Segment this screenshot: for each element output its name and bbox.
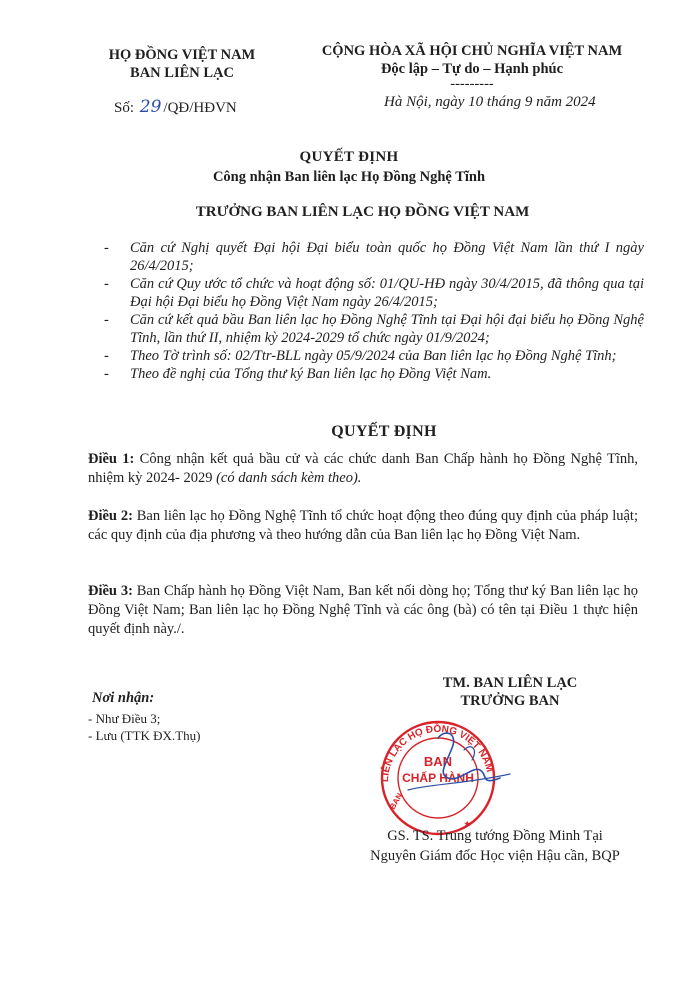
signer-block <box>340 826 650 866</box>
so-suffix: /QĐ/HĐVN <box>163 100 237 116</box>
document-number <box>114 97 237 117</box>
so-number-handwritten: 29 <box>139 97 162 117</box>
signature-heading <box>400 674 620 710</box>
decides-heading: QUYẾT ĐỊNH <box>331 423 437 440</box>
signer-name: GS. TS. Trung tướng Đồng Minh Tại <box>387 828 603 844</box>
recipients-title: Nơi nhận: <box>92 690 155 706</box>
recipient-item: - Lưu (TTK ĐX.Thụ) <box>88 728 201 743</box>
motto-divider: --------- <box>450 76 494 92</box>
article-3: Điều 3: Ban Chấp hành họ Đồng Việt Nam, Ban kết nối dòng họ; Tổng thư ký Ban liên lạc họ Đồng Việt Nam; Ban liên lạc họ Đồng Nghệ Tĩnh và các ông (bà) có tên tại Điều 1 thực hiện quyết định này./. <box>88 583 638 637</box>
signer-position: TRƯỞNG BAN <box>460 693 560 709</box>
decision-subject: Công nhận Ban liên lạc Họ Đồng Nghệ Tĩnh <box>212 169 486 185</box>
signer-title: Nguyên Giám đốc Học viện Hậu cần, BQP <box>370 848 620 864</box>
official-seal <box>368 708 514 836</box>
legal-bases-list <box>104 239 644 383</box>
article-1: Điều 1: Công nhận kết quả bầu cử và các chức danh Ban Chấp hành họ Đồng Nghệ Tĩnh, nhiệm kỳ 2024- 2029 (có danh sách kèm theo). <box>88 451 638 486</box>
recipient-item: - Như Điều 3; <box>88 711 161 726</box>
seal-star: ★ <box>464 821 471 828</box>
so-label: Số: <box>114 100 135 116</box>
national-motto-block <box>300 42 644 90</box>
seal-ring-start: BAN <box>387 791 405 811</box>
recipients-list <box>88 710 200 744</box>
legal-basis-item: - Căn cứ kết quả bầu Ban liên lạc họ Đồng Nghệ Tĩnh tại Đại hội đại biểu họ Đồng Nghệ Tĩnh, lần thứ II, nhiệm kỳ 2024-2029 tổ chức ngày 01/9/2024; <box>104 312 644 346</box>
issuer-org: HỌ ĐỒNG VIỆT NAM <box>108 47 256 63</box>
decision-title: QUYẾT ĐỊNH <box>299 149 399 165</box>
seal-center-line1: BAN <box>423 754 453 769</box>
on-behalf: TM. BAN LIÊN LẠC <box>442 675 578 691</box>
legal-basis-item: - Căn cứ Quy ước tổ chức và hoạt động số: 01/QU-HĐ ngày 30/4/2015, đã thông qua tại Đại hội Đại biểu họ Đồng Việt Nam ngày 26/4/2015; <box>104 276 644 310</box>
issue-date: Hà Nội, ngày 10 tháng 9 năm 2024 <box>384 94 596 110</box>
country-name: CỘNG HÒA XÃ HỘI CHỦ NGHĨA VIỆT NAM <box>321 43 623 59</box>
legal-basis-item: - Theo Tờ trình số: 02/Ttr-BLL ngày 05/9/2024 của Ban liên lạc họ Đồng Nghệ Tĩnh; <box>104 348 617 364</box>
authority-title: TRƯỞNG BAN LIÊN LẠC HỌ ĐỒNG VIỆT NAM <box>195 204 530 220</box>
legal-basis-item: - Căn cứ Nghị quyết Đại hội Đại biểu toàn quốc họ Đồng Việt Nam lần thứ I ngày 26/4/2015; <box>104 240 644 274</box>
motto: Độc lập – Tự do – Hạnh phúc <box>380 61 564 77</box>
legal-basis-item: - Theo đề nghị của Tổng thư ký Ban liên lạc họ Đồng Việt Nam. <box>104 366 492 382</box>
seal-ring-text: LIÊN LẠC HỌ ĐỒNG VIỆT NAM <box>379 723 495 783</box>
article-2: Điều 2: Ban liên lạc họ Đồng Nghệ Tĩnh tổ chức hoạt động theo đúng quy định của pháp luật; các quy định của địa phương và theo hướng dẫn của Ban liên lạc họ Đồng Việt Nam. <box>88 508 638 543</box>
issuer-unit: BAN LIÊN LẠC <box>130 65 234 81</box>
issuer-block <box>72 46 292 82</box>
seal-center-line2: CHẤP HÀNH <box>402 771 474 785</box>
